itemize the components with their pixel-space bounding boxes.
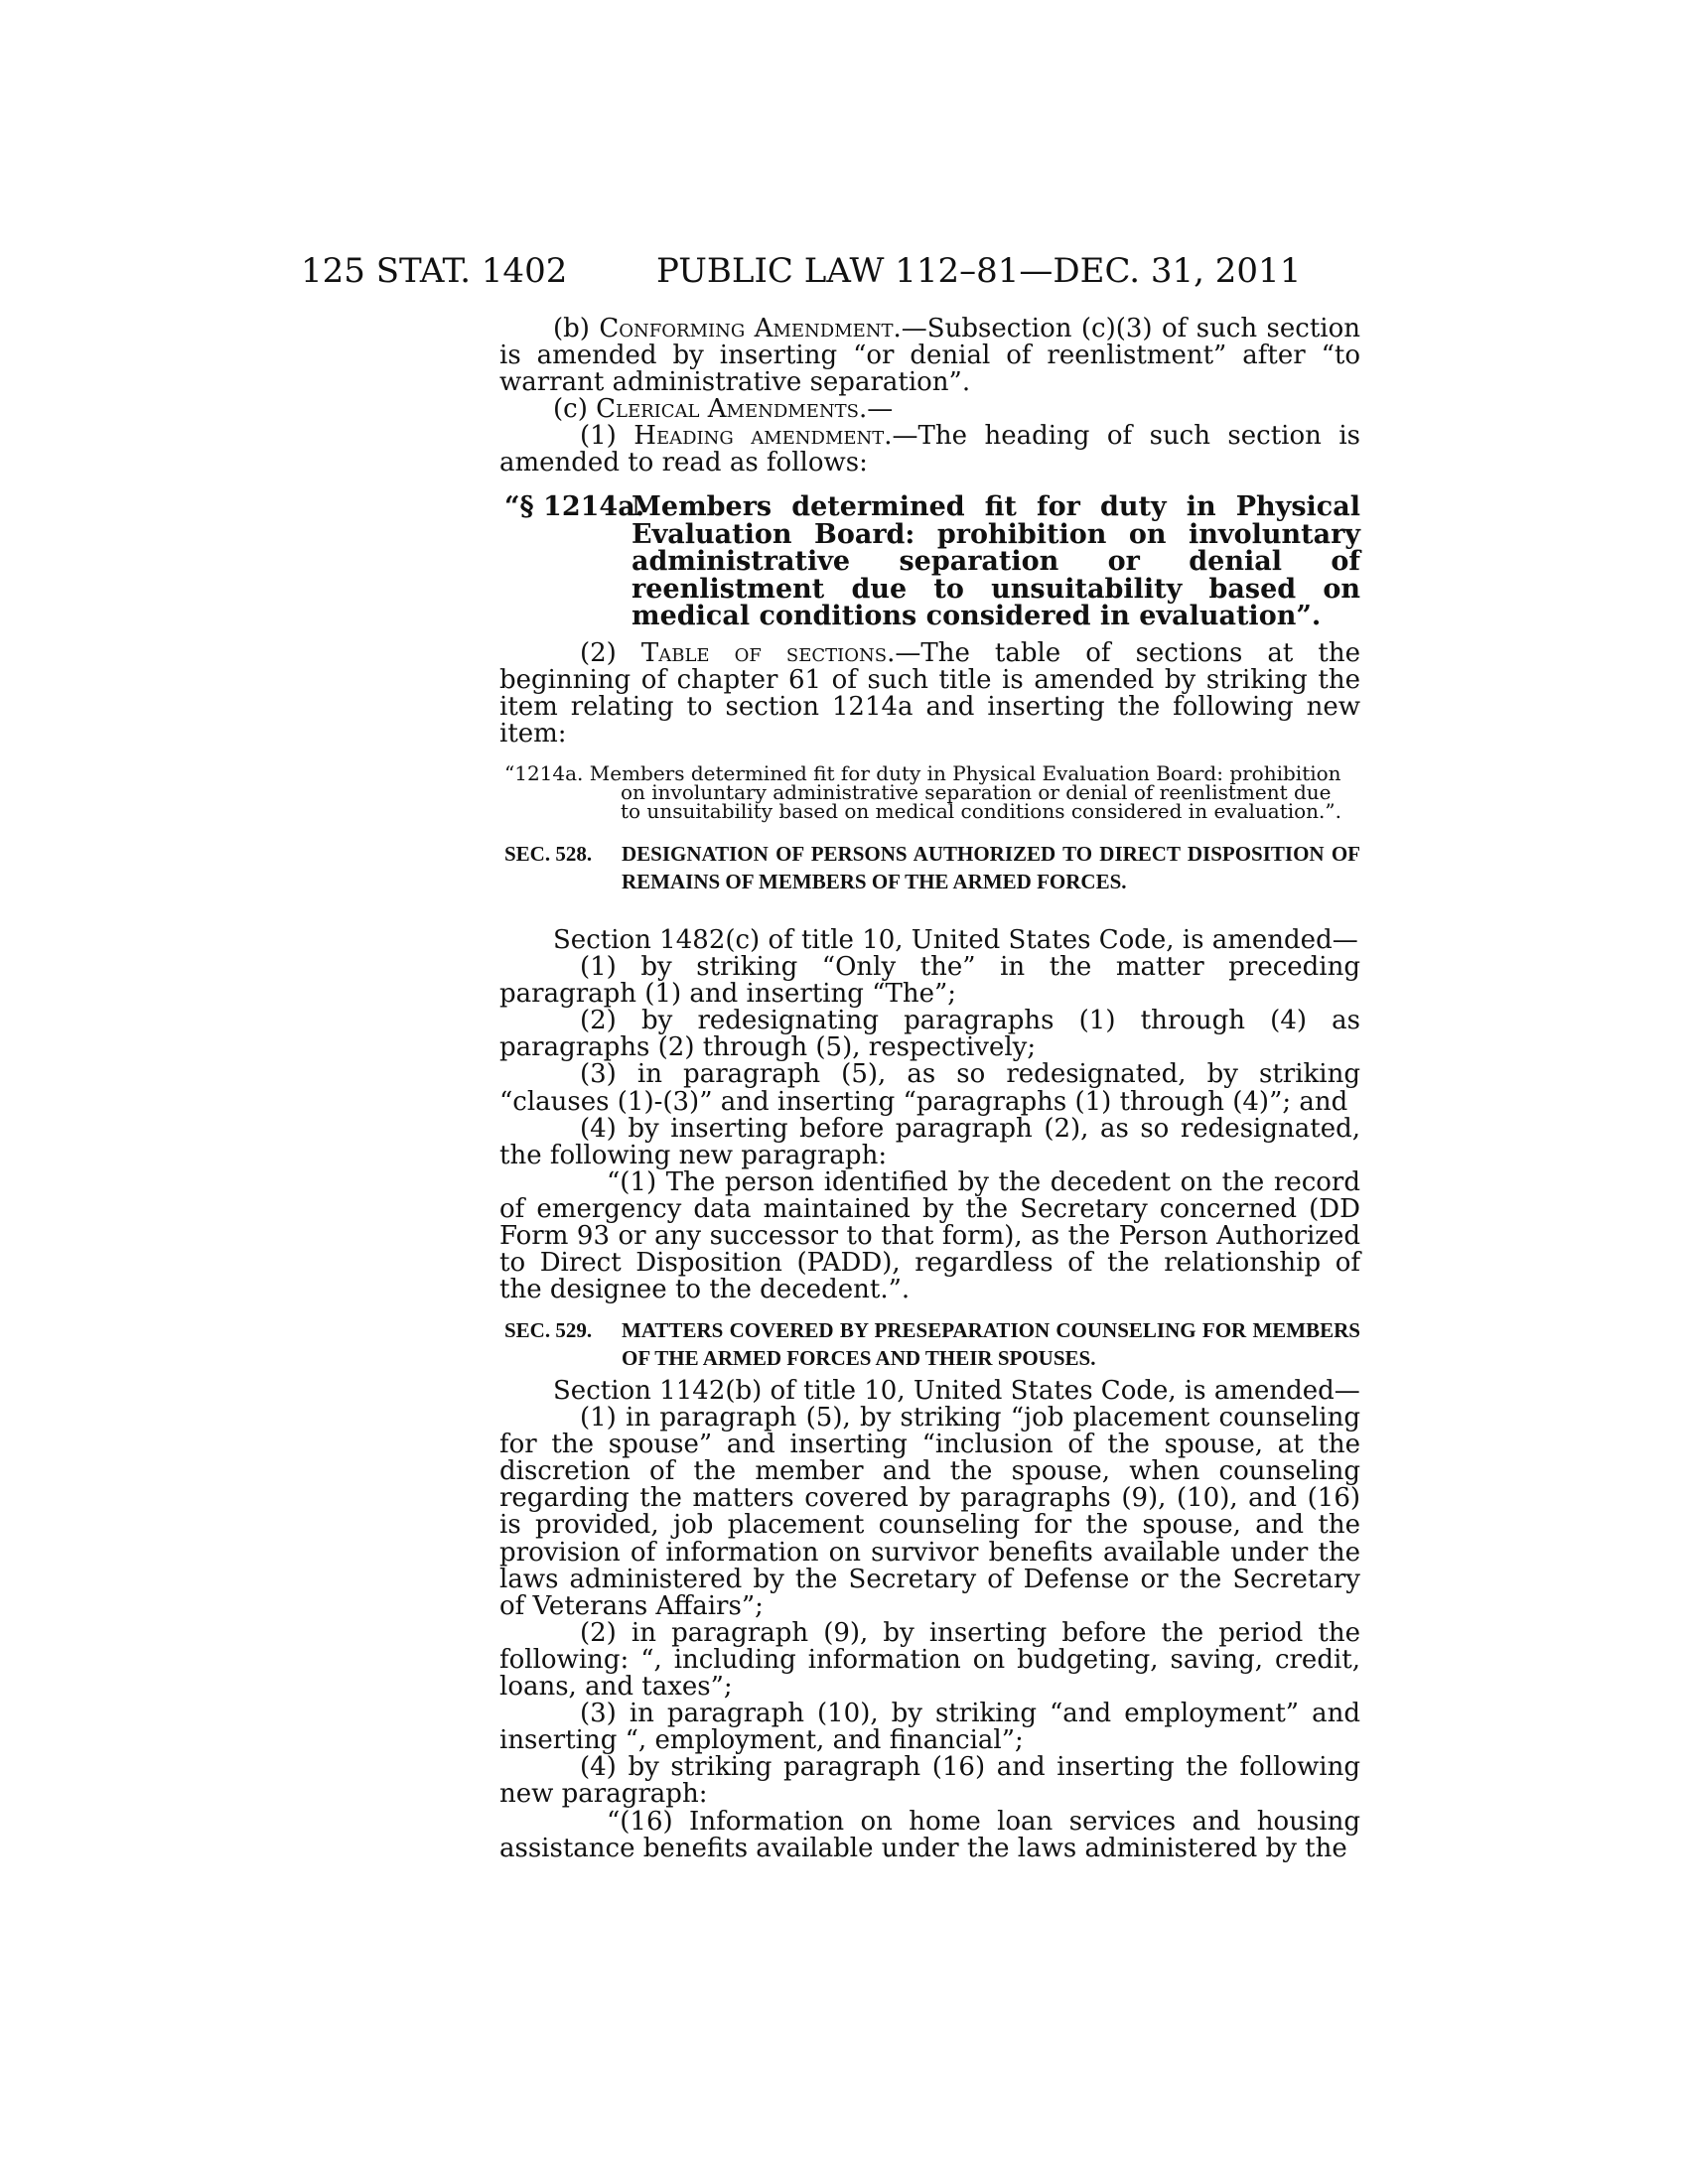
paragraph-c2: (2) Table of sections.—The table of sections at the beginning of chapter 61 of such title is amended by striking the item relating to section 1214a and inserting the following new item: (499, 638, 1361, 750)
sec-529-number: SEC. 529. (504, 1318, 593, 1342)
sec-529-p3: (3) in paragraph (10), by striking “and employment” and inserting “, employment, and financial”; (499, 1699, 1360, 1756)
page-citation: 125 STAT. 1402 (301, 251, 568, 291)
sec-529-p2: (2) in paragraph (9), by inserting before the period the following: “, including information on budgeting, saving, credit, loans, and taxes”; (499, 1617, 1360, 1703)
paragraph-b: (b) Conforming Amendment.—Subsection (c)(3) of such section is amended by inserting “or denial of reenlistment” after “to warrant administrative separation”. (499, 314, 1361, 398)
sec-529-p4: (4) by striking paragraph (16) and inserting the following new paragraph: (499, 1752, 1360, 1810)
item-line-2: on involuntary administrative separation or denial of reenlistment due (621, 780, 1332, 805)
table-of-sections-block (499, 640, 1360, 748)
item-line-3: to unsuitability based on medical conditions considered in evaluation.”. (621, 799, 1341, 824)
sec-528-p4: (4) by inserting before paragraph (2), as so redesignated, the following new paragraph: (499, 1113, 1360, 1170)
table-of-sections-item (504, 761, 1360, 824)
sec-528-quote: “(1) The person identified by the decedent on the record of emergency data maintained by the Secretary concerned (DD Form 93 or any successor to that form), as the Person Authorized to Direct Disposition (PADD), regardless of the relationship of the designee to the decedent.”. (499, 1166, 1360, 1305)
sec-528-p1: (1) by striking “Only the” in the matter preceding paragraph (1) and inserting “The”; (499, 952, 1360, 1010)
sec-528-number: SEC. 528. (504, 842, 593, 866)
paragraph-c: (c) Clerical Amendments.— (553, 394, 894, 425)
paragraph-c1: (1) Heading amendment.—The heading of such section is amended to read as follows: (499, 421, 1360, 478)
sec-528-p2: (2) by redesignating paragraphs (1) through (4) as paragraphs (2) through (5), respectively; (499, 1006, 1360, 1063)
sec-529-p1: (1) in paragraph (5), by striking “job placement counseling for the spouse” and inserting “inclusion of the spouse, at the discretion of the member and the spouse, when counseling regarding the matters covered by paragraphs (9), (10), and (16) is provided, job placement counseling for the spouse, and the provision of information on survivor benefits available under the laws administered by the Secretary of Defense or the Secretary of Veterans Affairs”; (499, 1403, 1360, 1621)
section-title: Members determined fit for duty in Physical Evaluation Board: prohibition on involuntary administrative separation or denial of reenlistment due to unsuitability based on medical conditions considered in evaluation”. (632, 491, 1360, 631)
item-line-1: “1214a. Members determined fit for duty in Physical Evaluation Board: prohibition (504, 761, 1341, 785)
section-number: “§ 1214a. (504, 491, 645, 522)
sec-528-title: DESIGNATION OF PERSONS AUTHORIZED TO DIRECT DISPOSITION OF REMAINS OF MEMBERS OF THE ARMED FORCES. (622, 842, 1360, 893)
sec-529-quote: “(16) Information on home loan services and housing assistance benefits available under the laws administered by the (499, 1806, 1360, 1863)
sec-528-heading (504, 840, 1360, 895)
sec-528-p3: (3) in paragraph (5), as so redesignated, by striking “clauses (1)-(3)” and inserting “paragraphs (1) through (4)”; and (499, 1059, 1360, 1117)
sec-529-heading (504, 1316, 1360, 1372)
sec-529-title: MATTERS COVERED BY PRESEPARATION COUNSELING FOR MEMBERS OF THE ARMED FORCES AND THEIR SPOUSES. (622, 1318, 1360, 1370)
amendments-block (499, 316, 1360, 478)
sec-529-intro: Section 1142(b) of title 10, United States Code, is amended— (553, 1376, 1360, 1406)
section-1214a-heading (504, 493, 1360, 630)
sec-528-body (499, 927, 1360, 1303)
sec-529-body (499, 1378, 1360, 1862)
sec-528-intro: Section 1482(c) of title 10, United States Code, is amended— (553, 925, 1358, 955)
running-header: PUBLIC LAW 112–81—DEC. 31, 2011 (656, 251, 1302, 291)
